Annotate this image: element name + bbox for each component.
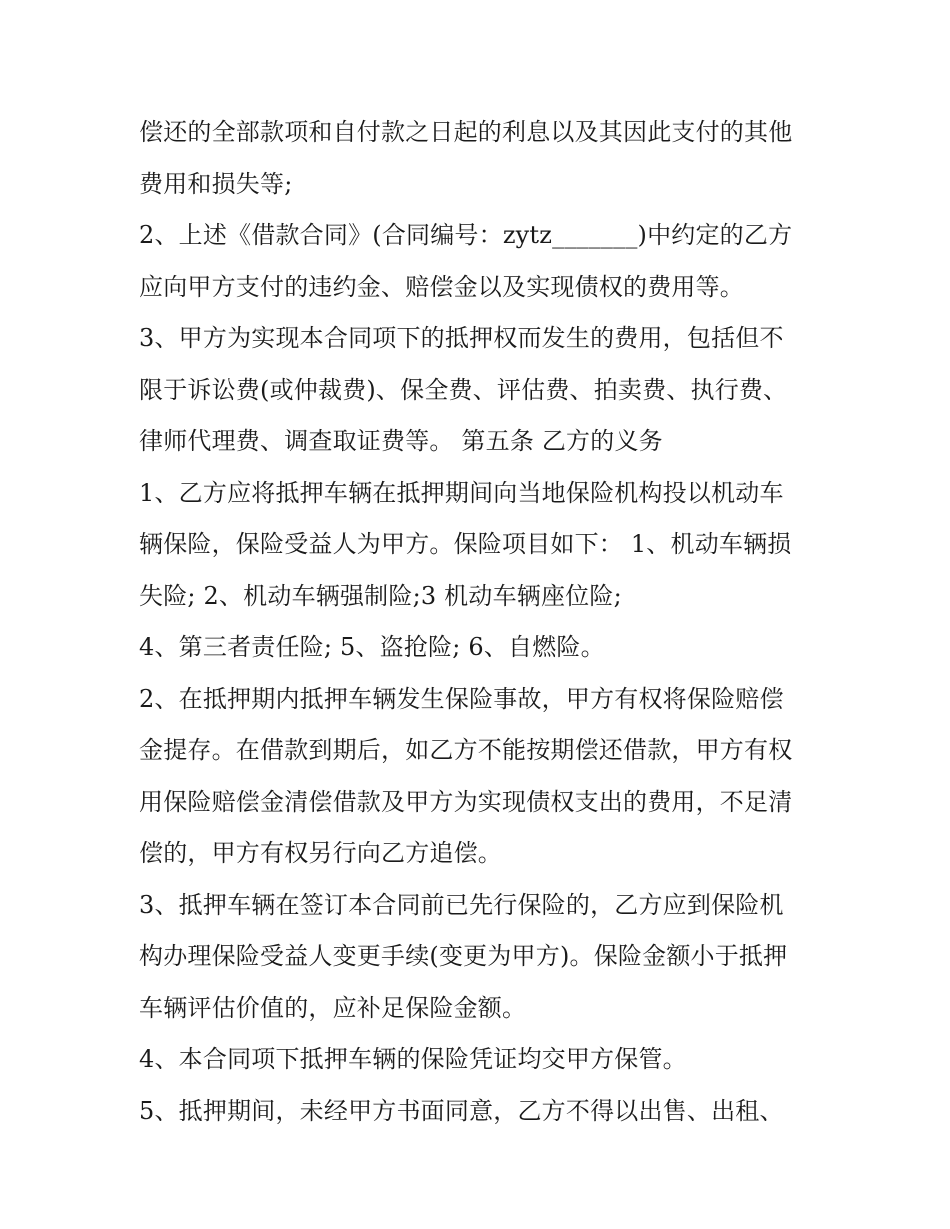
text-line: 构办理保险受益人变更手续(变更为甲方)。保险金额小于抵押 bbox=[139, 942, 788, 970]
text-line: 金提存。在借款到期后，如乙方不能按期偿还借款，甲方有权 bbox=[139, 736, 793, 764]
text-line: 律师代理费、调查取证费等。 第五条 乙方的义务 bbox=[139, 427, 663, 455]
text-line: 车辆评估价值的，应补足保险金额。 bbox=[139, 993, 527, 1022]
text-line: 偿还的全部款项和自付款之日起的利息以及其因此支付的其他 bbox=[139, 118, 793, 146]
text-line: 2、上述《借款合同》(合同编号：zytz_______)中约定的乙方 bbox=[139, 221, 793, 249]
text-line: 5、抵押期间，未经甲方书面同意，乙方不得以出售、出租、 bbox=[139, 1096, 784, 1125]
text-line: 偿的，甲方有权另行向乙方追偿。 bbox=[139, 839, 502, 867]
text-line: 限于诉讼费(或仲裁费)、保全费、评估费、拍卖费、执行费、 bbox=[139, 375, 788, 404]
text-line: 失险; 2、机动车辆强制险;3 机动车辆座位险; bbox=[139, 581, 622, 610]
contract-text bbox=[139, 107, 819, 1137]
text-line: 4、第三者责任险; 5、盗抢险; 6、自燃险。 bbox=[139, 633, 605, 661]
text-line: 应向甲方支付的违约金、赔偿金以及实现债权的费用等。 bbox=[139, 272, 744, 301]
text-line: 2、在抵押期内抵押车辆发生保险事故，甲方有权将保险赔偿 bbox=[139, 684, 784, 713]
text-line: 费用和损失等; bbox=[139, 169, 293, 198]
text-line: 1、乙方应将抵押车辆在抵押期间向当地保险机构投以机动车 bbox=[139, 478, 784, 507]
text-line: 辆保险，保险受益人为甲方。保险项目如下： 1、机动车辆损 bbox=[139, 530, 792, 558]
text-line: 4、本合同项下抵押车辆的保险凭证均交甲方保管。 bbox=[139, 1045, 687, 1073]
text-line: 3、甲方为实现本合同项下的抵押权而发生的费用，包括但不 bbox=[139, 324, 784, 352]
text-line: 3、抵押车辆在签订本合同前已先行保险的，乙方应到保险机 bbox=[139, 890, 784, 919]
text-line: 用保险赔偿金清偿借款及甲方为实现债权支出的费用，不足清 bbox=[139, 787, 793, 816]
